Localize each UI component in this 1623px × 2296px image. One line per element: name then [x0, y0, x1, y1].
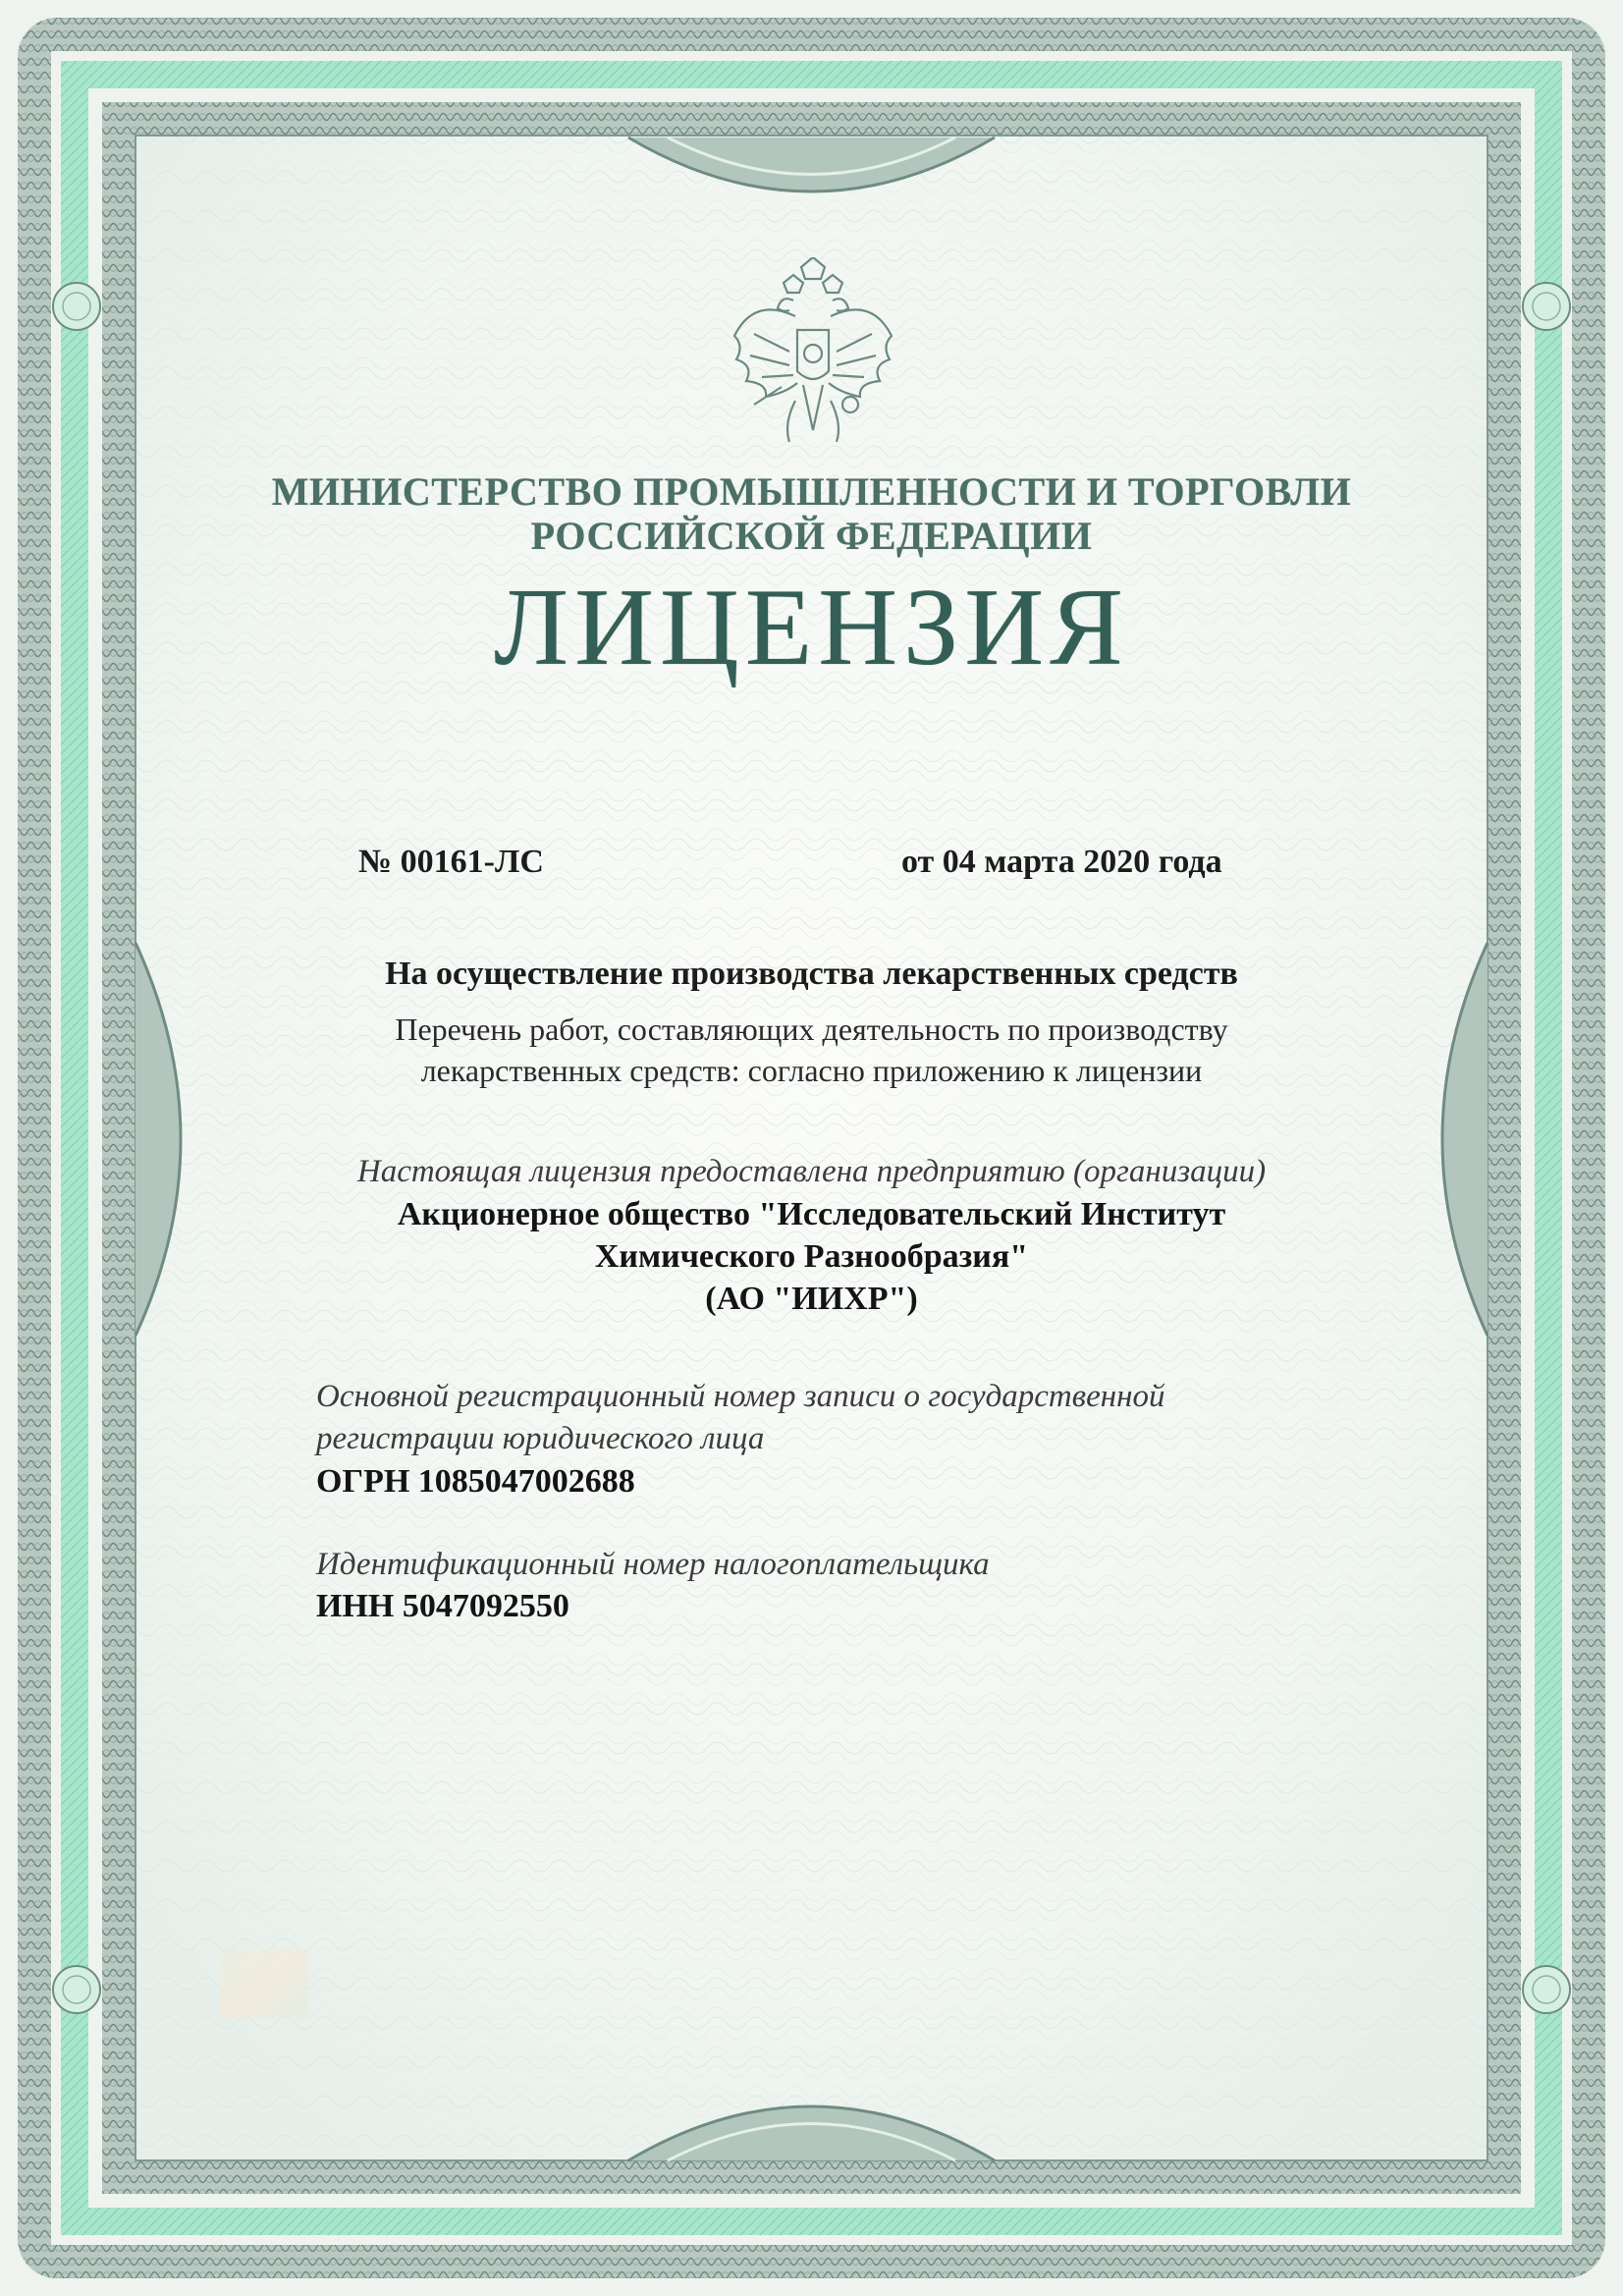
works-list-line1: Перечень работ, составляющих деятельность по производству: [395, 1011, 1228, 1047]
works-list-line2: лекарственных средств: согласно приложению к лицензии: [420, 1053, 1203, 1088]
document-title: ЛИЦЕНЗИЯ: [494, 567, 1129, 688]
license-activity: На осуществление производства лекарственных средств: [385, 956, 1238, 992]
inn-value: ИНН 5047092550: [316, 1588, 569, 1624]
license-date: от 04 марта 2020 года: [901, 844, 1222, 880]
inn-label: Идентификационный номер налогоплательщика: [316, 1547, 990, 1582]
ogrn-label-line1: Основной регистрационный номер записи о государственной: [316, 1379, 1165, 1414]
ministry-name-line1: МИНИСТЕРСТВО ПРОМЫШЛЕННОСТИ И ТОРГОВЛИ: [271, 469, 1352, 514]
holder-short-name: (АО "ИИХР"): [705, 1281, 918, 1317]
holder-intro: Настоящая лицензия предоставлена предприятию (организации): [356, 1154, 1267, 1189]
ogrn-label-line2: регистрации юридического лица: [316, 1421, 765, 1456]
ministry-name-line2: РОССИЙСКОЙ ФЕДЕРАЦИИ: [530, 514, 1093, 558]
holder-name-line2: Химического Разнообразия": [594, 1238, 1029, 1275]
license-number: № 00161-ЛС: [358, 844, 544, 880]
ogrn-value: ОГРН 1085047002688: [316, 1463, 635, 1500]
holder-name-line1: Акционерное общество "Исследовательский Институт: [397, 1196, 1226, 1232]
